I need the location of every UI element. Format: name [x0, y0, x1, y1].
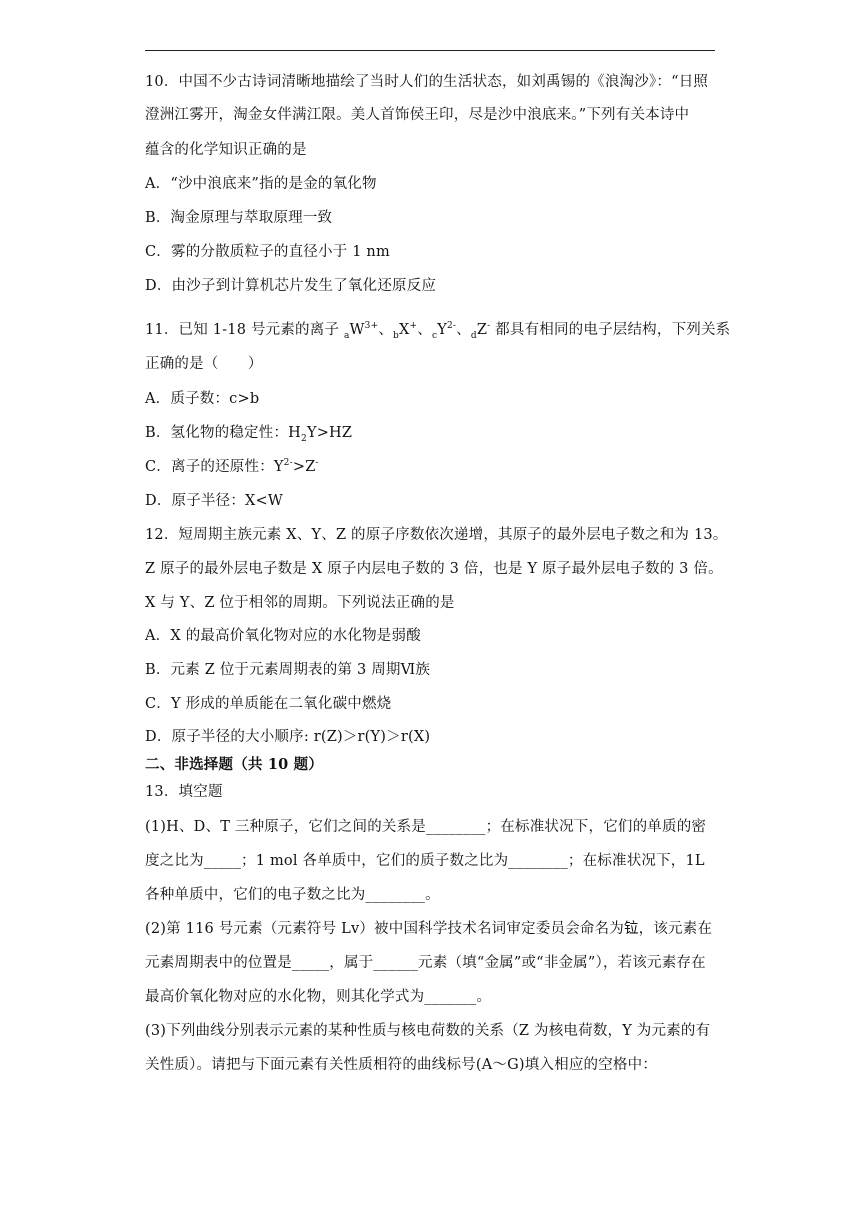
q10-option-d: D．由沙子到计算机芯片发生了氧化还原反应 — [145, 278, 437, 294]
q12-option-a: A．X 的最高价氧化物对应的水化物是弱酸 — [145, 628, 421, 644]
q10-stem-line3: 蕴含的化学知识正确的是 — [145, 142, 307, 158]
q10-option-b: B．淘金原理与萃取原理一致 — [145, 210, 333, 226]
q13-part2-line1: (2)第 116 号元素（元素符号 Lv）被中国科学技术名词审定委员会命名为𫟷，该元素在 — [145, 921, 713, 937]
q12-option-c: C．Y 形成的单质能在二氧化碳中燃烧 — [145, 696, 392, 712]
q10-option-a: A．“沙中浪底来”指的是金的氧化物 — [145, 176, 377, 192]
q13-part1-line1: (1)H、D、T 三种原子，它们之间的关系是________；在标准状况下，它们的单质的密 — [145, 819, 707, 835]
q13-part1-line2: 度之比为_____；1 mol 各单质中，它们的质子数之比为________；在标准状况下，1L — [145, 853, 705, 869]
q11-stem-line2: 正确的是（ ） — [145, 356, 263, 372]
q13-part3-line1: (3)下列曲线分别表示元素的某种性质与核电荷数的关系（Z 为核电荷数，Y 为元素的有 — [145, 1023, 711, 1039]
q13-part3-line2: 关性质）。请把与下面元素有关性质相符的曲线标号(A～G)填入相应的空格中： — [145, 1057, 658, 1073]
q13-part2-line3: 最高价氧化物对应的水化物，则其化学式为_______。 — [145, 989, 492, 1005]
q13-title: 13．填空题 — [145, 784, 223, 800]
q11-stem-line1: 11．已知 1-18 号元素的离子 $_aW^{3+}$、$_b$X+、$_cY^{2-}$、$_d$Z- 都具有相同的电子层结构，下列关系 — [145, 321, 731, 341]
q12-stem-line2: Z 原子的最外层电子数是 X 原子内层电子数的 3 倍，也是 Y 原子最外层电子数的 3 倍。 — [145, 561, 723, 577]
q11-option-d: D．原子半径：X<W — [145, 493, 284, 509]
section-heading: 二、非选择题（共 10 题） — [145, 756, 324, 773]
q12-option-d: D．原子半径的大小顺序: r(Z)＞r(Y)＞r(X) — [145, 729, 431, 745]
q12-option-b: B．元素 Z 位于元素周期表的第 3 周期Ⅵ族 — [145, 662, 431, 678]
q11-option-c: C．离子的还原性：$Y^{2-}>Z^-$ — [145, 458, 319, 475]
q10-stem-line2: 澄洲江雾开，淘金女伴满江限。美人首饰侯王印，尽是沙中浪底来。”下列有关本诗中 — [145, 107, 690, 123]
q12-stem-line1: 12．短周期主族元素 X、Y、Z 的原子序数依次递增，其原子的最外层电子数之和为 13。 — [145, 527, 728, 543]
q11-option-a: A．质子数：c>b — [145, 391, 260, 407]
q11-option-b: B．氢化物的稳定性：$H_2Y>HZ$ — [145, 425, 353, 444]
q10-stem-line1: 10．中国不少古诗词清晰地描绘了当时人们的生活状态，如刘禹锡的《浪淘沙》：“日照 — [145, 74, 709, 90]
q13-part2-line2: 元素周期表中的位置是_____，属于______元素（填“金属”或“非金属”），若该元素存在 — [145, 955, 706, 971]
q12-stem-line3: X 与 Y、Z 位于相邻的周期。下列说法正确的是 — [145, 595, 455, 611]
header-rule — [145, 50, 715, 51]
q13-part1-line3: 各种单质中，它们的电子数之比为________。 — [145, 887, 440, 903]
q10-option-c: C．雾的分散质粒子的直径小于 1 nm — [145, 244, 390, 260]
